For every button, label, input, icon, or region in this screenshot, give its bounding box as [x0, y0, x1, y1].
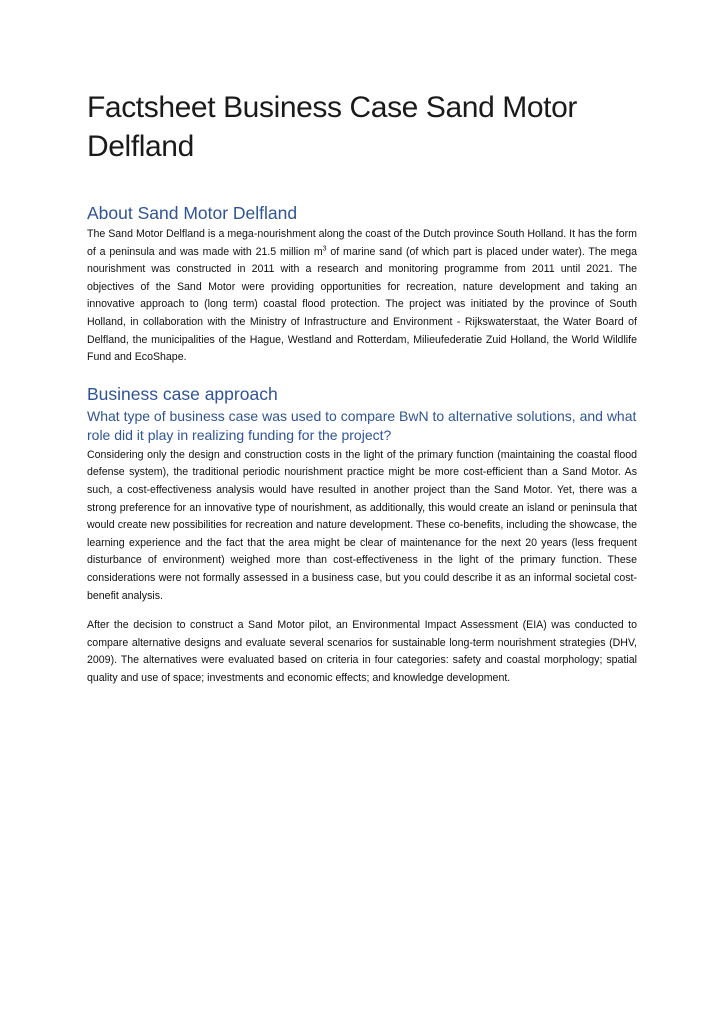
about-paragraph: [87, 226, 637, 367]
page-content: [87, 88, 637, 687]
about-paragraph-text-2: of marine sand (of which part is placed under water). The mega nourishment was constructed in 2011 with a research and monitoring programme from 2011 until 2021. The objectives of the Sand Motor were providing opportunities for recreation, nature development and taking an innovative approach to (long term) coastal flood protection. The project was initiated by the province of South Holland, in collaboration with the Ministry of Infrastructure and Environment - Rijkswaterstaat, the Water Board of Delfland, the municipalities of the Hague, Westland and Rotterdam, Milieufederatie Zuid Holland, the World Wildlife Fund and EcoShape.: [87, 245, 637, 364]
section-heading-business-case: Business case approach: [87, 383, 278, 404]
document-title: Factsheet Business Case Sand Motor Delfland: [87, 91, 577, 163]
business-case-paragraph-1: Considering only the design and construction costs in the light of the primary function (maintaining the coastal flood defense system), the traditional periodic nourishment practice might be more cost-efficient than a Sand Motor. As such, a cost-effectiveness analysis would have resulted in another project than the Sand Motor. Yet, there was a strong preference for an innovative type of nourishment, as additionally, this would create an island or peninsula that would create new possibilities for recreation and nature development. These co-benefits, including the showcase, the learning experience and the fact that the area might be clear of maintenance for the next 20 years (less frequent disturbance of environment) weighed more than cost-effectiveness in the light of the primary function. These considerations were not formally assessed in a business case, but you could describe it as an informal societal cost-benefit analysis.: [87, 448, 637, 602]
section-spacer: [87, 367, 637, 383]
paragraph-spacer: [87, 605, 637, 617]
superscript-three: 3: [322, 245, 327, 253]
subheading-business-case-question: What type of business case was used to compare BwN to alternative solutions, and what role did it play in realizing funding for the project?: [87, 407, 637, 443]
business-case-paragraph-2: After the decision to construct a Sand Motor pilot, an Environmental Impact Assessment (EIA) was conducted to compare alternative designs and evaluate several scenarios for sustainable long-term nourishment strategies (DHV, 2009). The alternatives were evaluated based on criteria in four categories: safety and coastal morphology; spatial quality and use of space; investments and economic effects; and knowledge development.: [87, 619, 637, 684]
about-paragraph-text-1: The Sand Motor Delfland is a mega-nourishment along the coast of the Dutch province South Holland. It has the form of a peninsula and was made with 21.5 million m: [87, 228, 637, 258]
section-heading-about: About Sand Motor Delfland: [87, 203, 298, 223]
